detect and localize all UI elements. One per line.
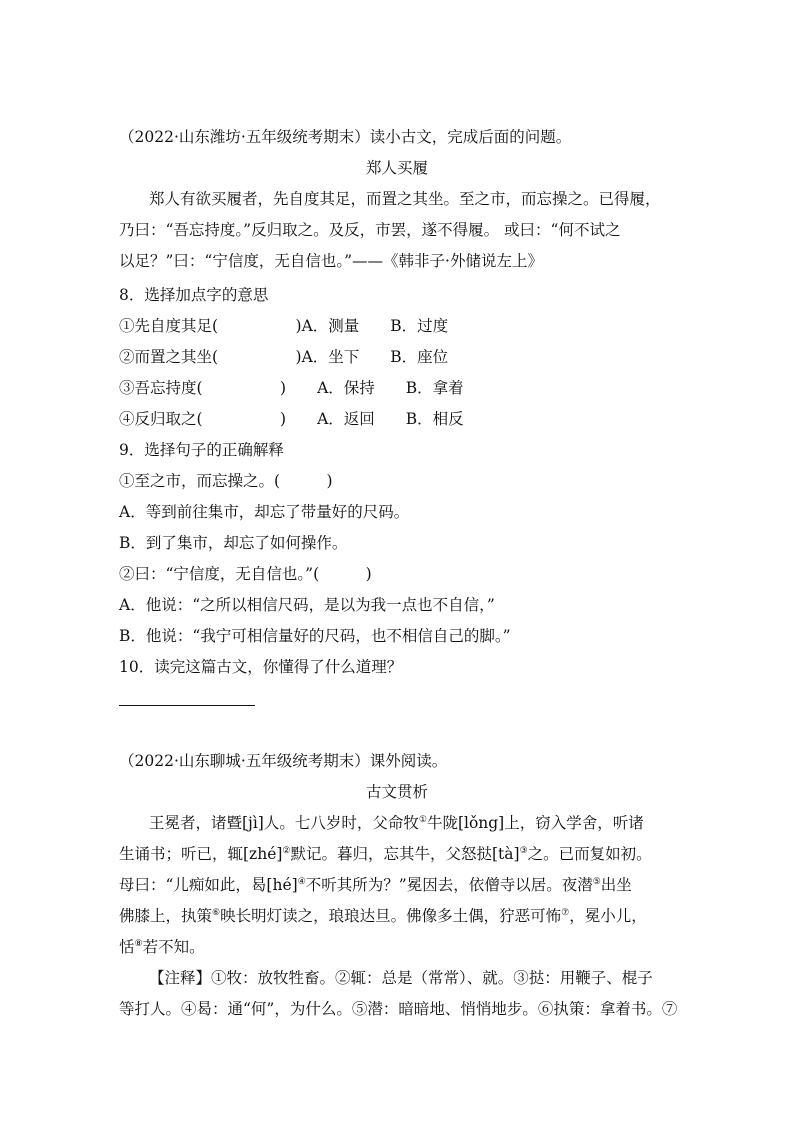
footnote-marker: ④ <box>297 877 306 887</box>
footnote-marker: ① <box>418 815 427 825</box>
annotation-line: 等打人。④曷：通“何”，为什么。⑤潜：暗暗地、悄悄地步。⑥执策：拿着书。⑦ <box>119 1000 678 1018</box>
question-9-item: ②曰：“宁信度，无自信也。”( ) <box>119 565 372 583</box>
footnote-marker: ⑧ <box>134 939 143 949</box>
answer-blank-line <box>119 705 255 706</box>
question-9-title: 9．选择句子的正确解释 <box>119 441 284 459</box>
passage-line: 郑人有欲买履者，先自度其足，而置之其坐。至之市，而忘操之。已得履， <box>149 190 661 208</box>
question-source: （2022·山东潍坊·五年级统考期末）读小古文，完成后面的问题。 <box>119 128 572 146</box>
footnote-marker: ⑦ <box>561 908 570 918</box>
passage-line: 以足？”曰：“宁信度，无自信也。”——《韩非子·外储说左上》 <box>119 252 543 270</box>
passage-line: 乃曰：“吾忘持度。”反归取之。及反，市罢，遂不得履。 或曰：“何不试之 <box>119 221 621 239</box>
passage-title: 古文贯析 <box>365 783 428 801</box>
footnote-marker: ⑥ <box>212 908 221 918</box>
question-8-item: ①先自度其足( )A．测量 B．过度 <box>119 317 449 335</box>
passage-line: 王冕者，诸暨[jì]人。七八岁时，父命牧①牛陇[lǒng]上，窃入学舍，听诸 <box>149 814 644 832</box>
footnote-marker: ③ <box>519 846 528 856</box>
question-10-title: 10．读完这篇古文，你懂得了什么道理？ <box>119 658 403 676</box>
footnote-marker: ② <box>282 846 291 856</box>
passage-line: 恬⑧若不知。 <box>119 938 205 956</box>
question-8-item: ④反归取之( ) A．返回 B．相反 <box>119 410 464 428</box>
question-8-item: ②而置之其坐( )A．坐下 B．座位 <box>119 348 449 366</box>
question-9-option: A．等到前往集市，却忘了带量好的尺码。 <box>119 503 410 521</box>
question-source: （2022·山东聊城·五年级统考期末）课外阅读。 <box>119 752 448 770</box>
footnote-marker: ⑤ <box>592 877 601 887</box>
question-8-item: ③吾忘持度( ) A．保持 B．拿着 <box>119 379 464 397</box>
passage-title: 郑人买履 <box>365 159 428 177</box>
question-9-option: A．他说：“之所以相信尺码，是以为我一点也不自信，” <box>119 596 495 614</box>
question-9-option: B．到了集市，却忘了如何操作。 <box>119 534 348 552</box>
passage-line: 佛膝上，执策⑥映长明灯读之，琅琅达旦。佛像多土偶，狞恶可怖⑦，冕小儿， <box>119 907 647 925</box>
question-8-title: 8．选择加点字的意思 <box>119 286 269 304</box>
question-9-item: ①至之市，而忘操之。( ) <box>119 472 333 490</box>
passage-line: 母曰：“儿痴如此，曷[hé]④不听其所为？”冕因去，依僧寺以居。夜潜⑤出坐 <box>119 876 632 894</box>
question-9-option: B．他说：“我宁可相信量好的尺码，也不相信自己的脚。” <box>119 627 511 645</box>
passage-line: 生诵书；听已，辄[zhé]②默记。暮归，忘其牛，父怒挞[tà]③之。已而复如初。 <box>119 845 652 863</box>
annotation-line: 【注释】①牧：放牧牲畜。②辄：总是（常常）、就。③挞：用鞭子、棍子 <box>149 969 653 987</box>
